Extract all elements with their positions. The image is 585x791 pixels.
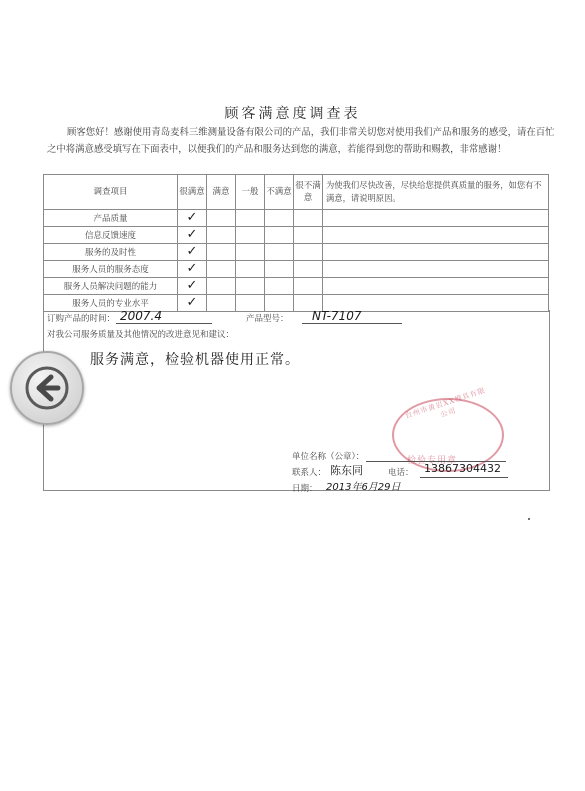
table-row — [44, 210, 549, 227]
check-mark: ✓ — [178, 244, 207, 261]
header-unsatisfied: 不满意 — [265, 175, 294, 210]
phone-value: 13867304432 — [424, 462, 501, 475]
phone-label: 电话： — [388, 468, 414, 478]
suggestion-label: 对我公司服务质量及其他情况的改进意见和建议： — [47, 330, 235, 340]
row-label: 服务人员解决问题的能力 — [44, 278, 178, 295]
contact-value: 陈东同 — [330, 464, 363, 477]
table-row — [44, 244, 549, 261]
row-label: 产品质量 — [44, 210, 178, 227]
row-label: 服务人员的服务态度 — [44, 261, 178, 278]
arrow-left-icon — [24, 365, 70, 411]
date-value: 2013年6月29日 — [326, 482, 401, 493]
check-mark: ✓ — [178, 227, 207, 244]
date-label: 日期： — [292, 484, 318, 494]
satisfaction-table — [43, 174, 549, 312]
header-satisfied: 满意 — [207, 175, 236, 210]
table-row — [44, 227, 549, 244]
table-header-row — [44, 175, 549, 210]
table-row — [44, 261, 549, 278]
header-comment: 为使我们尽快改善，尽快给您提供真质量的服务，如您有不满意，请说明原因。 — [323, 175, 549, 210]
purchase-time-label: 订购产品的时间： — [47, 314, 116, 324]
unit-label: 单位名称（公章）： — [292, 452, 365, 462]
row-label: 服务的及时性 — [44, 244, 178, 261]
contact-label: 联系人： — [292, 468, 327, 478]
purchase-time-value: 2007.4 — [120, 309, 162, 323]
check-mark: ✓ — [178, 210, 207, 227]
header-very-satisfied: 很满意 — [178, 175, 207, 210]
back-button[interactable] — [10, 351, 84, 425]
suggestion-handwriting: 服务满意，检验机器使用正常。 — [90, 352, 300, 368]
company-seal-sub-text: 检验专用章 — [407, 456, 458, 466]
model-label: 产品型号： — [246, 314, 289, 324]
header-average: 一般 — [236, 175, 265, 210]
row-label: 信息反馈速度 — [44, 227, 178, 244]
document-intro: 顾客您好！感谢使用青岛麦科三维测量设备有限公司的产品，我们非常关切您对使用我们产品和服务的感受，请在百忙之中将满意感受填写在下面表中，以便我们的产品和服务达到您的满意，若能得到您的帮助和赐教，非常感谢！ — [47, 127, 555, 155]
document-title: 顾客满意度调查表 — [224, 106, 361, 122]
check-mark: ✓ — [178, 261, 207, 278]
header-item: 调查项目 — [44, 175, 178, 210]
header-very-unsatisfied: 很不满意 — [294, 175, 323, 210]
row-label: 服务人员的专业水平 — [44, 295, 178, 312]
check-mark: ✓ — [178, 295, 207, 312]
model-value: NT-7107 — [312, 309, 362, 323]
check-mark: ✓ — [178, 278, 207, 295]
company-seal-ring-text: 台州市黄岩XX模具有限公司 — [404, 386, 487, 421]
table-row — [44, 278, 549, 295]
